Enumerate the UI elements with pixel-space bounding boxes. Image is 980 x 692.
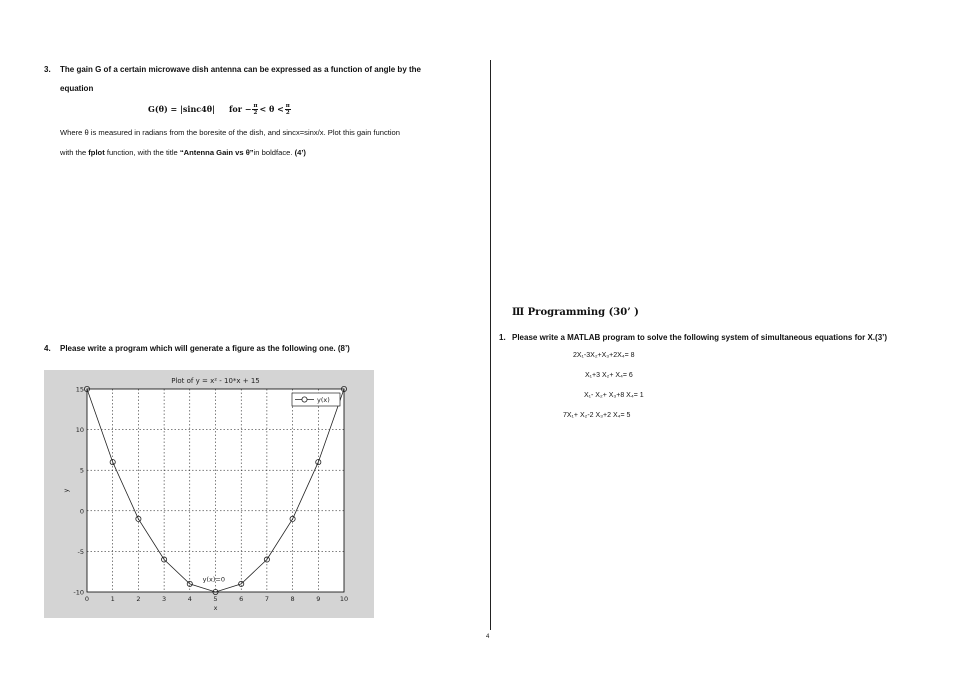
x-axis-label: x: [213, 604, 218, 612]
q3-line1: The gain G of a certain microwave dish antenna can be expressed as a function of angle by the: [60, 65, 421, 74]
p1-text: Please write a MATLAB program to solve the following system of simultaneous equations for X.(3’): [512, 333, 888, 342]
formula-lhs: G(θ) = |sinc4θ|: [148, 104, 215, 114]
q3-line4: with the fplot function, with the title “Antenna Gain vs θ”in boldface. (4’): [60, 148, 306, 157]
annotation-label: y(x)=0: [202, 575, 226, 584]
equation-4: 7X₁+ X₂-2 X₃+2 X₄= 5: [563, 412, 631, 419]
chart-title: Plot of y = x² - 10*x + 15: [171, 377, 260, 385]
formula-mid: < θ <: [259, 104, 284, 114]
x-tick-label: 10: [339, 595, 349, 603]
x-tick-label: 8: [290, 595, 295, 603]
p1-number: 1.: [499, 333, 506, 342]
equation-3: X₁- X₂+ X₃+8 X₄= 1: [584, 392, 644, 399]
q3-formula: [148, 101, 292, 117]
y-tick-label: -5: [77, 547, 84, 556]
x-tick-label: 5: [213, 595, 218, 603]
x-tick-label: 3: [162, 595, 167, 603]
y-tick-label: 5: [79, 466, 84, 475]
y-tick-label: -10: [73, 588, 84, 597]
section-heading: Ⅲ Programming (30’ ): [512, 307, 639, 318]
equation-1: 2X₁-3X₂+X₃+2X₄= 8: [573, 352, 635, 359]
column-divider: [490, 60, 491, 630]
x-tick-label: 9: [316, 595, 321, 603]
legend-label: y(x): [317, 396, 330, 404]
q3-where-line: Where θ is measured in radians from the boresite of the dish, and sincx=sinx/x. Plot this gain function: [60, 128, 400, 137]
x-tick-label: 0: [84, 595, 90, 603]
formula-fraction-right: $\frac{\pi}{2}$: [285, 102, 290, 116]
q4-number: 4.: [44, 344, 51, 353]
y-axis-label: y: [62, 488, 70, 493]
q3-number: 3.: [44, 65, 51, 74]
y-tick-label: 15: [75, 385, 84, 394]
formula-fraction-left: $\frac{\pi}{2}$: [253, 102, 258, 116]
y-tick-label: 10: [75, 426, 84, 435]
y-tick-label: 0: [79, 507, 84, 516]
equation-2: X₁+3 X₂+ X₄= 6: [585, 372, 633, 379]
x-tick-label: 2: [136, 595, 141, 603]
x-tick-label: 6: [239, 595, 244, 603]
q3-line2: equation: [60, 84, 94, 93]
q4-text: Please write a program which will generate a figure as the following one. (8’): [60, 344, 350, 353]
x-tick-label: 1: [110, 595, 115, 603]
page-number: 4: [486, 634, 490, 640]
parabola-chart: [44, 370, 374, 618]
x-tick-label: 7: [264, 595, 269, 603]
figure-panel: [44, 370, 374, 618]
x-tick-label: 4: [187, 595, 192, 603]
legend-marker: [302, 397, 307, 402]
formula-for: for −: [228, 104, 252, 114]
